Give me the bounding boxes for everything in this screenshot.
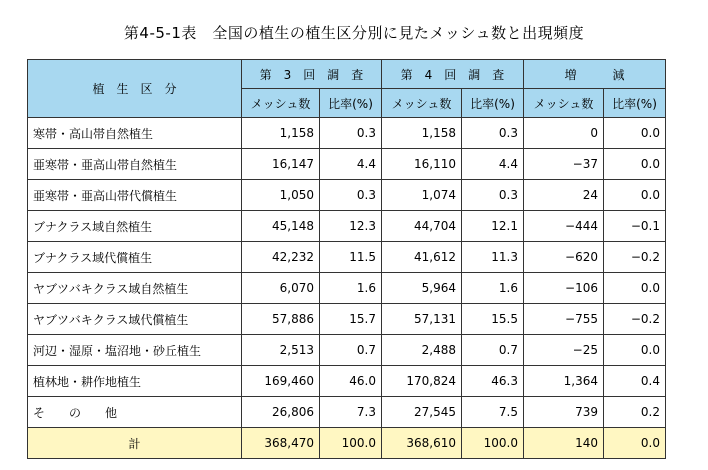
cell-ratio3: 0.3 — [320, 180, 382, 211]
cell-mesh3: 2,513 — [242, 335, 320, 366]
table-row — [28, 335, 666, 366]
cell-ratio-change: 0.2 — [604, 397, 666, 428]
cell-mesh-change: 1,364 — [524, 366, 604, 397]
vegetation-table — [27, 59, 666, 459]
total-mesh-change: 140 — [524, 428, 604, 459]
total-row — [28, 428, 666, 459]
table-row — [28, 366, 666, 397]
header-change: 増 減 — [524, 60, 666, 89]
cell-mesh-change: −37 — [524, 149, 604, 180]
cell-mesh3: 6,070 — [242, 273, 320, 304]
total-ratio4: 100.0 — [462, 428, 524, 459]
cell-mesh-change: −444 — [524, 211, 604, 242]
cell-mesh-change: −25 — [524, 335, 604, 366]
cell-mesh-change: 739 — [524, 397, 604, 428]
table-title: 第4-5-1表 全国の植生の植生区分別に見たメッシュ数と出現頻度 — [123, 24, 585, 42]
row-label: 寒帯・高山帯自然植生 — [28, 118, 242, 149]
cell-mesh3: 1,050 — [242, 180, 320, 211]
cell-mesh4: 41,612 — [382, 242, 462, 273]
header-mesh-change: メッシュ数 — [524, 89, 604, 118]
cell-ratio4: 11.3 — [462, 242, 524, 273]
cell-mesh4: 16,110 — [382, 149, 462, 180]
cell-mesh4: 27,545 — [382, 397, 462, 428]
cell-ratio-change: 0.0 — [604, 118, 666, 149]
row-label: そ の 他 — [28, 397, 242, 428]
cell-mesh-change: 0 — [524, 118, 604, 149]
cell-ratio-change: 0.0 — [604, 149, 666, 180]
total-ratio-change: 0.0 — [604, 428, 666, 459]
cell-ratio-change: 0.0 — [604, 180, 666, 211]
cell-ratio-change: −0.2 — [604, 304, 666, 335]
total-label: 計 — [28, 428, 242, 459]
cell-mesh3: 57,886 — [242, 304, 320, 335]
cell-ratio-change: 0.0 — [604, 335, 666, 366]
table-row — [28, 397, 666, 428]
total-ratio3: 100.0 — [320, 428, 382, 459]
cell-mesh4: 1,158 — [382, 118, 462, 149]
table-row — [28, 180, 666, 211]
cell-ratio3: 12.3 — [320, 211, 382, 242]
row-label: ブナクラス域代償植生 — [28, 242, 242, 273]
cell-mesh4: 44,704 — [382, 211, 462, 242]
cell-mesh-change: −106 — [524, 273, 604, 304]
cell-ratio4: 12.1 — [462, 211, 524, 242]
cell-mesh3: 1,158 — [242, 118, 320, 149]
header-mesh-3: メッシュ数 — [242, 89, 320, 118]
cell-ratio4: 15.5 — [462, 304, 524, 335]
table-row — [28, 211, 666, 242]
cell-ratio-change: −0.2 — [604, 242, 666, 273]
cell-mesh3: 169,460 — [242, 366, 320, 397]
cell-mesh3: 16,147 — [242, 149, 320, 180]
cell-ratio3: 7.3 — [320, 397, 382, 428]
row-label: ブナクラス域自然植生 — [28, 211, 242, 242]
cell-ratio-change: 0.4 — [604, 366, 666, 397]
table-row — [28, 242, 666, 273]
cell-mesh-change: 24 — [524, 180, 604, 211]
cell-mesh4: 5,964 — [382, 273, 462, 304]
cell-ratio4: 7.5 — [462, 397, 524, 428]
row-label: 亜寒帯・亜高山帯代償植生 — [28, 180, 242, 211]
table-row — [28, 149, 666, 180]
cell-ratio3: 0.7 — [320, 335, 382, 366]
total-mesh4: 368,610 — [382, 428, 462, 459]
total-mesh3: 368,470 — [242, 428, 320, 459]
cell-ratio4: 0.3 — [462, 118, 524, 149]
cell-mesh-change: −620 — [524, 242, 604, 273]
cell-ratio-change: 0.0 — [604, 273, 666, 304]
cell-ratio3: 0.3 — [320, 118, 382, 149]
header-ratio-4: 比率(%) — [462, 89, 524, 118]
cell-ratio4: 4.4 — [462, 149, 524, 180]
cell-mesh4: 57,131 — [382, 304, 462, 335]
cell-mesh-change: −755 — [524, 304, 604, 335]
table-row — [28, 304, 666, 335]
header-survey4: 第 4 回 調 査 — [382, 60, 524, 89]
header-ratio-change: 比率(%) — [604, 89, 666, 118]
cell-ratio3: 1.6 — [320, 273, 382, 304]
row-label: ヤブツバキクラス域代償植生 — [28, 304, 242, 335]
header-ratio-3: 比率(%) — [320, 89, 382, 118]
cell-mesh4: 170,824 — [382, 366, 462, 397]
cell-mesh4: 2,488 — [382, 335, 462, 366]
header-survey3: 第 3 回 調 査 — [242, 60, 382, 89]
header-mesh-4: メッシュ数 — [382, 89, 462, 118]
row-label: 亜寒帯・亜高山帯自然植生 — [28, 149, 242, 180]
row-label: ヤブツバキクラス域自然植生 — [28, 273, 242, 304]
cell-ratio4: 1.6 — [462, 273, 524, 304]
cell-ratio3: 15.7 — [320, 304, 382, 335]
cell-ratio4: 0.7 — [462, 335, 524, 366]
cell-mesh3: 42,232 — [242, 242, 320, 273]
header-category: 植 生 区 分 — [28, 60, 242, 118]
cell-ratio3: 4.4 — [320, 149, 382, 180]
cell-mesh4: 1,074 — [382, 180, 462, 211]
cell-ratio-change: −0.1 — [604, 211, 666, 242]
cell-ratio3: 11.5 — [320, 242, 382, 273]
cell-ratio3: 46.0 — [320, 366, 382, 397]
row-label: 河辺・湿原・塩沼地・砂丘植生 — [28, 335, 242, 366]
row-label: 植林地・耕作地植生 — [28, 366, 242, 397]
table-row — [28, 273, 666, 304]
cell-ratio4: 46.3 — [462, 366, 524, 397]
cell-ratio4: 0.3 — [462, 180, 524, 211]
table-row — [28, 118, 666, 149]
cell-mesh3: 45,148 — [242, 211, 320, 242]
cell-mesh3: 26,806 — [242, 397, 320, 428]
